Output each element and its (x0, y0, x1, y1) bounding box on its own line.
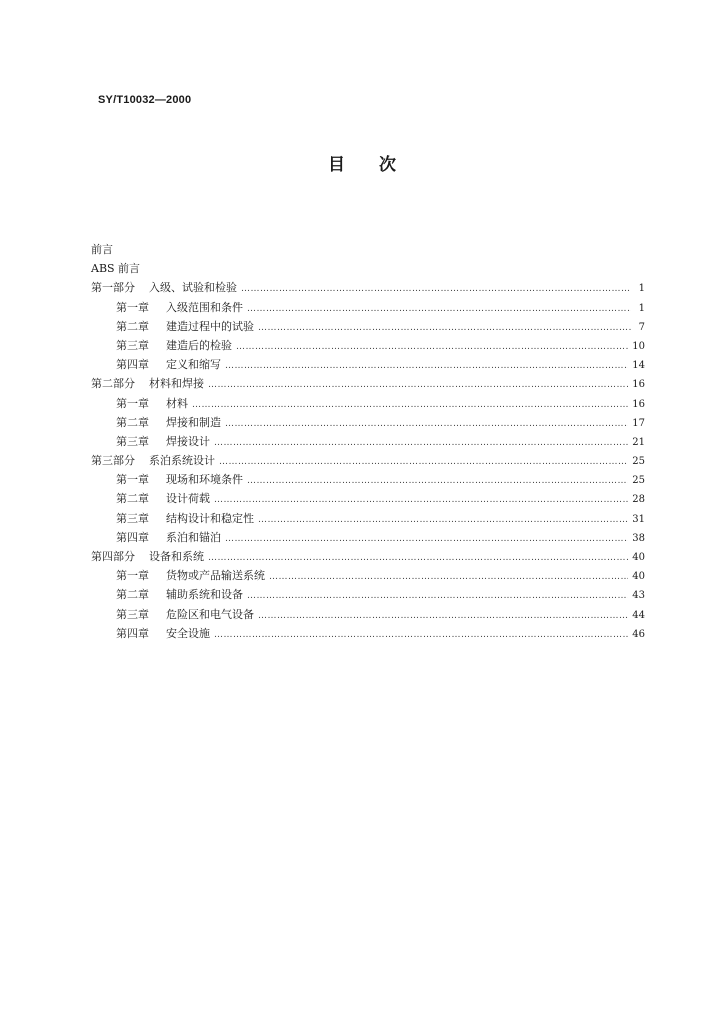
toc-part-entry[interactable] (91, 278, 645, 297)
toc-entry-number: 第二章 (116, 588, 149, 602)
toc-entry-number: 第一部分 (91, 281, 135, 295)
toc-page-number: 16 (632, 398, 645, 410)
toc-chapter-entry[interactable] (91, 566, 645, 585)
dot-leader (214, 434, 628, 453)
toc-entry-title: 建造过程中的试验 (166, 319, 254, 333)
toc-page-number: 10 (632, 340, 645, 352)
toc-entry-title: 结构设计和稳定性 (166, 511, 254, 525)
toc-entry-label (116, 528, 221, 547)
dot-leader (219, 453, 628, 472)
toc-title-char-2: 次 (379, 155, 396, 175)
toc-entry-title: 系泊和锚泊 (166, 530, 221, 544)
toc-entry-title: 入级、试验和检验 (149, 281, 237, 295)
toc-entry-number: 第三部分 (91, 454, 135, 468)
toc-page-number: 38 (632, 532, 645, 544)
toc-page-number: 14 (632, 360, 645, 372)
toc-entry-label (91, 278, 237, 297)
toc-entry-number: 第四部分 (91, 550, 135, 563)
toc-page-number: 17 (632, 417, 645, 429)
toc-entry-label (116, 605, 254, 624)
dot-leader (208, 376, 628, 395)
toc-entry-label (116, 394, 188, 413)
toc-entry-number: 第三章 (116, 607, 149, 621)
toc-entry-title: 设备和系统 (149, 550, 204, 563)
toc-part-entry[interactable] (91, 451, 645, 470)
toc-entry-number: 第三章 (116, 434, 149, 448)
toc-entry-label (116, 489, 210, 508)
toc-entry-number: 第四章 (116, 358, 149, 372)
toc-chapter-entry[interactable] (91, 489, 645, 508)
toc-entry-number: 第四章 (116, 626, 149, 640)
toc-entry-title: 材料 (166, 396, 188, 410)
toc-entry-title: 焊接设计 (166, 434, 210, 448)
toc-entry-label (116, 298, 243, 317)
toc-entry-title: 危险区和电气设备 (166, 607, 254, 621)
toc-entry-label (116, 355, 221, 374)
toc-entry-title: 焊接和制造 (166, 415, 221, 429)
dot-leader (247, 587, 628, 606)
toc-page-number: 21 (632, 436, 645, 448)
toc-page-number: 25 (632, 475, 645, 487)
toc-entry-title: 现场和环境条件 (166, 473, 243, 487)
toc-chapter-entry[interactable] (91, 298, 645, 317)
toc-entry-number: 第一章 (116, 396, 149, 410)
toc-entry-label (116, 336, 232, 355)
toc-page-number: 40 (632, 552, 645, 563)
toc-chapter-entry[interactable] (91, 624, 645, 643)
toc-entries (91, 278, 645, 643)
dot-leader (214, 626, 628, 645)
dot-leader (214, 491, 628, 510)
toc-entry-label (91, 451, 215, 470)
toc-page-number: 43 (632, 590, 645, 602)
toc-chapter-entry[interactable] (91, 509, 645, 528)
toc-page-number: 25 (632, 456, 645, 468)
toc-entry-number: 第一章 (116, 473, 149, 487)
toc-entry-label (116, 413, 221, 432)
toc-entry-title: ABS 前言 (91, 262, 141, 276)
toc-entry-title: 前言 (91, 243, 113, 256)
toc-entry-number: 第二部分 (91, 377, 135, 391)
dot-leader (208, 549, 628, 568)
dot-leader (269, 568, 628, 587)
toc-entry-label (116, 585, 243, 604)
toc-chapter-entry[interactable] (91, 585, 645, 604)
toc-entry-number: 第三章 (116, 511, 149, 525)
toc-front-matter-preface[interactable] (91, 240, 645, 259)
toc-title (0, 150, 724, 175)
toc-chapter-entry[interactable] (91, 355, 645, 374)
toc-chapter-entry[interactable] (91, 317, 645, 336)
toc-entry-title: 建造后的检验 (166, 338, 232, 352)
toc-entry-number: 第二章 (116, 492, 149, 506)
dot-leader (258, 511, 628, 530)
toc-part-entry[interactable] (91, 547, 645, 566)
toc-entry-title: 安全设施 (166, 626, 210, 640)
toc-entry-label (116, 566, 265, 585)
dot-leader (258, 607, 628, 626)
toc-entry-label (116, 624, 210, 643)
toc-page-number: 16 (632, 379, 645, 391)
toc-chapter-entry[interactable] (91, 413, 645, 432)
toc-entry-title: 设计荷载 (166, 492, 210, 506)
toc-page-number: 1 (638, 283, 645, 295)
toc-page-number: 40 (632, 571, 645, 583)
toc-chapter-entry[interactable] (91, 528, 645, 547)
toc-entry-number: 第三章 (116, 338, 149, 352)
table-of-contents (91, 240, 645, 643)
toc-title-char-1: 目 (328, 155, 345, 175)
toc-entry-title: 入级范围和条件 (166, 300, 243, 314)
toc-entry-label (116, 432, 210, 451)
toc-page-number: 7 (638, 321, 645, 333)
toc-entry-number: 第二章 (116, 415, 149, 429)
toc-chapter-entry[interactable] (91, 336, 645, 355)
toc-entry-label (91, 547, 204, 566)
toc-page-number: 28 (632, 494, 645, 506)
dot-leader (247, 300, 631, 319)
toc-front-matter-abs-preface[interactable] (91, 259, 645, 278)
dot-leader (225, 530, 628, 549)
toc-entry-number: 第二章 (116, 319, 149, 333)
toc-entry-title: 辅助系统和设备 (166, 588, 243, 602)
toc-chapter-entry[interactable] (91, 394, 645, 413)
dot-leader (192, 396, 628, 415)
toc-chapter-entry[interactable] (91, 605, 645, 624)
toc-page-number: 46 (632, 628, 645, 640)
dot-leader (247, 472, 628, 491)
toc-entry-label (116, 317, 254, 336)
toc-page-number: 31 (632, 513, 645, 525)
dot-leader (258, 319, 631, 338)
toc-page-number: 44 (632, 609, 645, 621)
toc-entry-label (91, 374, 204, 393)
toc-entry-title: 材料和焊接 (149, 377, 204, 391)
standard-code: SY/T10032—2000 (98, 94, 192, 106)
dot-leader (225, 357, 628, 376)
toc-part-entry[interactable] (91, 374, 645, 393)
toc-chapter-entry[interactable] (91, 470, 645, 489)
dot-leader (225, 415, 628, 434)
toc-entry-label (116, 509, 254, 528)
toc-entry-number: 第一章 (116, 300, 149, 314)
dot-leader (236, 338, 628, 357)
toc-entry-number: 第四章 (116, 530, 149, 544)
toc-entry-title: 货物或产品输送系统 (166, 569, 265, 583)
toc-chapter-entry[interactable] (91, 432, 645, 451)
toc-entry-title: 系泊系统设计 (149, 454, 215, 468)
toc-page-number: 1 (638, 302, 645, 314)
toc-entry-label (116, 470, 243, 489)
toc-entry-number: 第一章 (116, 569, 149, 583)
toc-entry-title: 定义和缩写 (166, 358, 221, 372)
dot-leader (241, 280, 631, 299)
